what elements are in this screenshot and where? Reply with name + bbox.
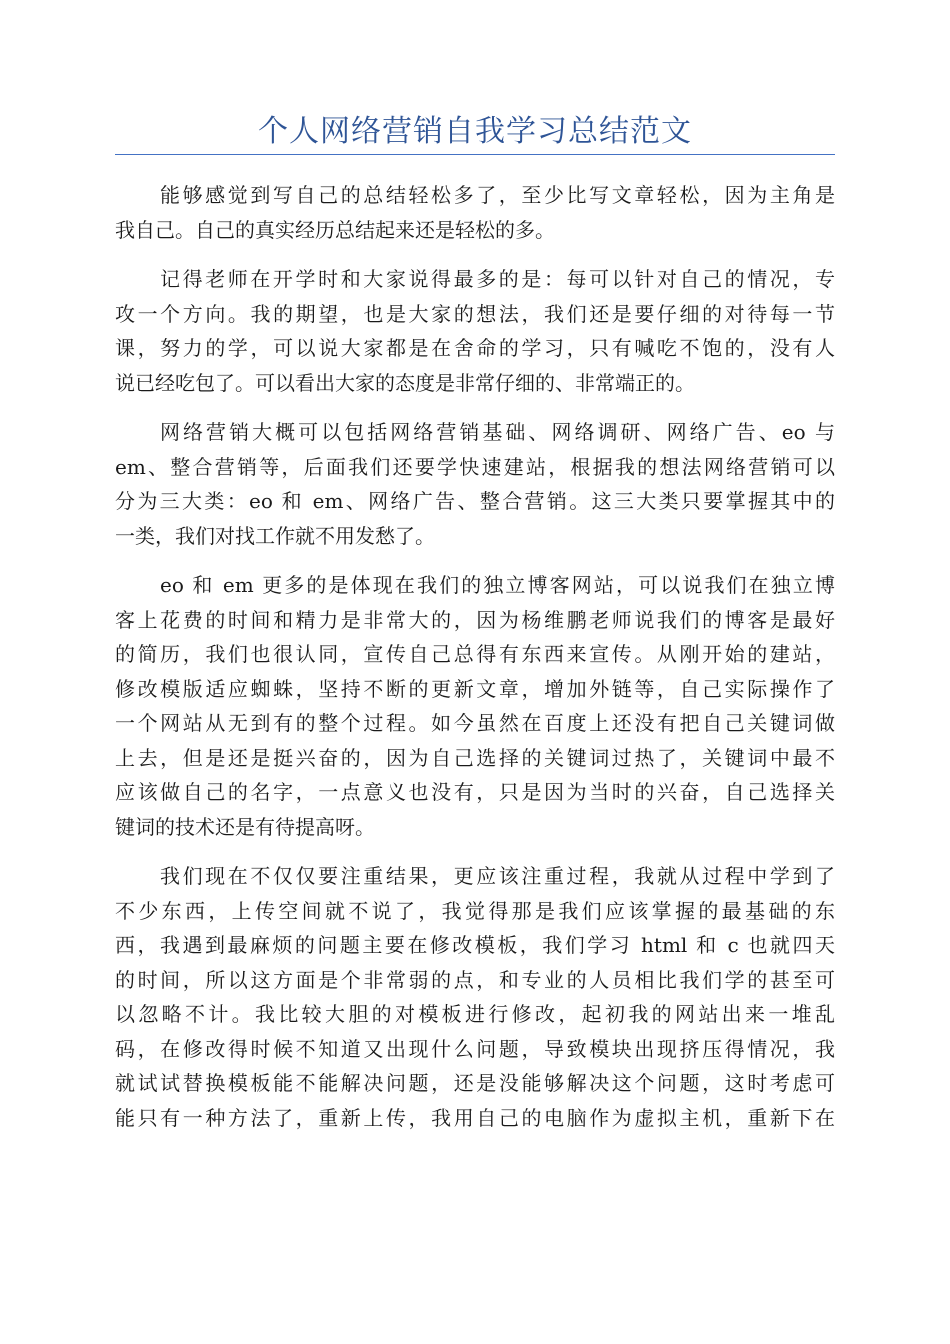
paragraph-line: 说已经吃包了。可以看出大家的态度是非常仔细的、非常端正的。 (115, 370, 695, 395)
paragraph-line: 能只有一种方法了，重新上传，我用自己的电脑作为虚拟主机，重新下在 (115, 1105, 835, 1130)
paragraph-line: 课，努力的学，可以说大家都是在舍命的学习，只有喊吃不饱的，没有人 (115, 336, 835, 360)
paragraph-line: 网络营销大概可以包括网络营销基础、网络调研、网络广告、eo 与 (160, 420, 835, 444)
document-body (115, 178, 835, 1150)
paragraph-line: 一类，我们对找工作就不用发愁了。 (115, 523, 435, 548)
paragraph-line: 以忽略不计。我比较大胆的对模板进行修改，起初我的网站出来一堆乱 (115, 1002, 835, 1026)
paragraph-line: 修改模版适应蜘蛛，坚持不断的更新文章，增加外链等，自己实际操作了 (115, 676, 835, 701)
paragraph-line: em、整合营销等，后面我们还要学快速建站，根据我的想法网络营销可以 (115, 454, 835, 479)
paragraph-line: 我自己。自己的真实经历总结起来还是轻松的多。 (115, 217, 555, 242)
paragraph-line: 应该做自己的名字，一点意义也没有，只是因为当时的兴奋，自己选择关 (115, 780, 835, 804)
paragraph-line: 分为三大类：eo 和 em、网络广告、整合营销。这三大类只要掌握其中的 (115, 489, 835, 513)
paragraph-line: 码，在修改得时候不知道又出现什么问题，导致模块出现挤压得情况，我 (115, 1036, 835, 1061)
paragraph-line: 我们现在不仅仅要注重结果，更应该注重过程，我就从过程中学到了 (160, 864, 835, 888)
paragraph-line: 能够感觉到写自己的总结轻松多了，至少比写文章轻松，因为主角是 (160, 183, 835, 207)
document-title: 个人网络营销自我学习总结范文 (258, 114, 692, 149)
paragraph-line: 就试试替换模板能不能解决问题，还是没能够解决这个问题，这时考虑可 (115, 1071, 835, 1095)
paragraph-1 (115, 178, 835, 247)
paragraph-line: 西，我遇到最麻烦的问题主要在修改模板，我们学习 html 和 c 也就四天 (115, 933, 835, 957)
paragraph-line: 上去，但是还是挺兴奋的，因为自己选择的关键词过热了，关键词中最不 (115, 745, 835, 770)
paragraph-2 (115, 262, 835, 400)
paragraph-line: 攻一个方向。我的期望，也是大家的想法，我们还是要仔细的对待每一节 (115, 301, 835, 326)
paragraph-line: 键词的技术还是有待提高呀。 (115, 814, 375, 839)
paragraph-3 (115, 415, 835, 553)
paragraph-line: 的简历，我们也很认同，宣传自己总得有东西来宣传。从刚开始的建站， (115, 642, 835, 666)
paragraph-4 (115, 568, 835, 844)
paragraph-5 (115, 859, 835, 1135)
paragraph-line: 不少东西，上传空间就不说了，我觉得那是我们应该掌握的最基础的东 (115, 898, 835, 923)
paragraph-line: 客上花费的时间和精力是非常大的，因为杨维鹏老师说我们的博客是最好 (115, 607, 835, 632)
paragraph-line: 一个网站从无到有的整个过程。如今虽然在百度上还没有把自己关键词做 (115, 711, 835, 735)
paragraph-line: 记得老师在开学时和大家说得最多的是：每可以针对自己的情况，专 (160, 267, 835, 291)
paragraph-line: eo 和 em 更多的是体现在我们的独立博客网站，可以说我们在独立博 (160, 573, 835, 597)
paragraph-line: 的时间，所以这方面是个非常弱的点，和专业的人员相比我们学的甚至可 (115, 967, 835, 992)
title-underline (115, 154, 835, 155)
